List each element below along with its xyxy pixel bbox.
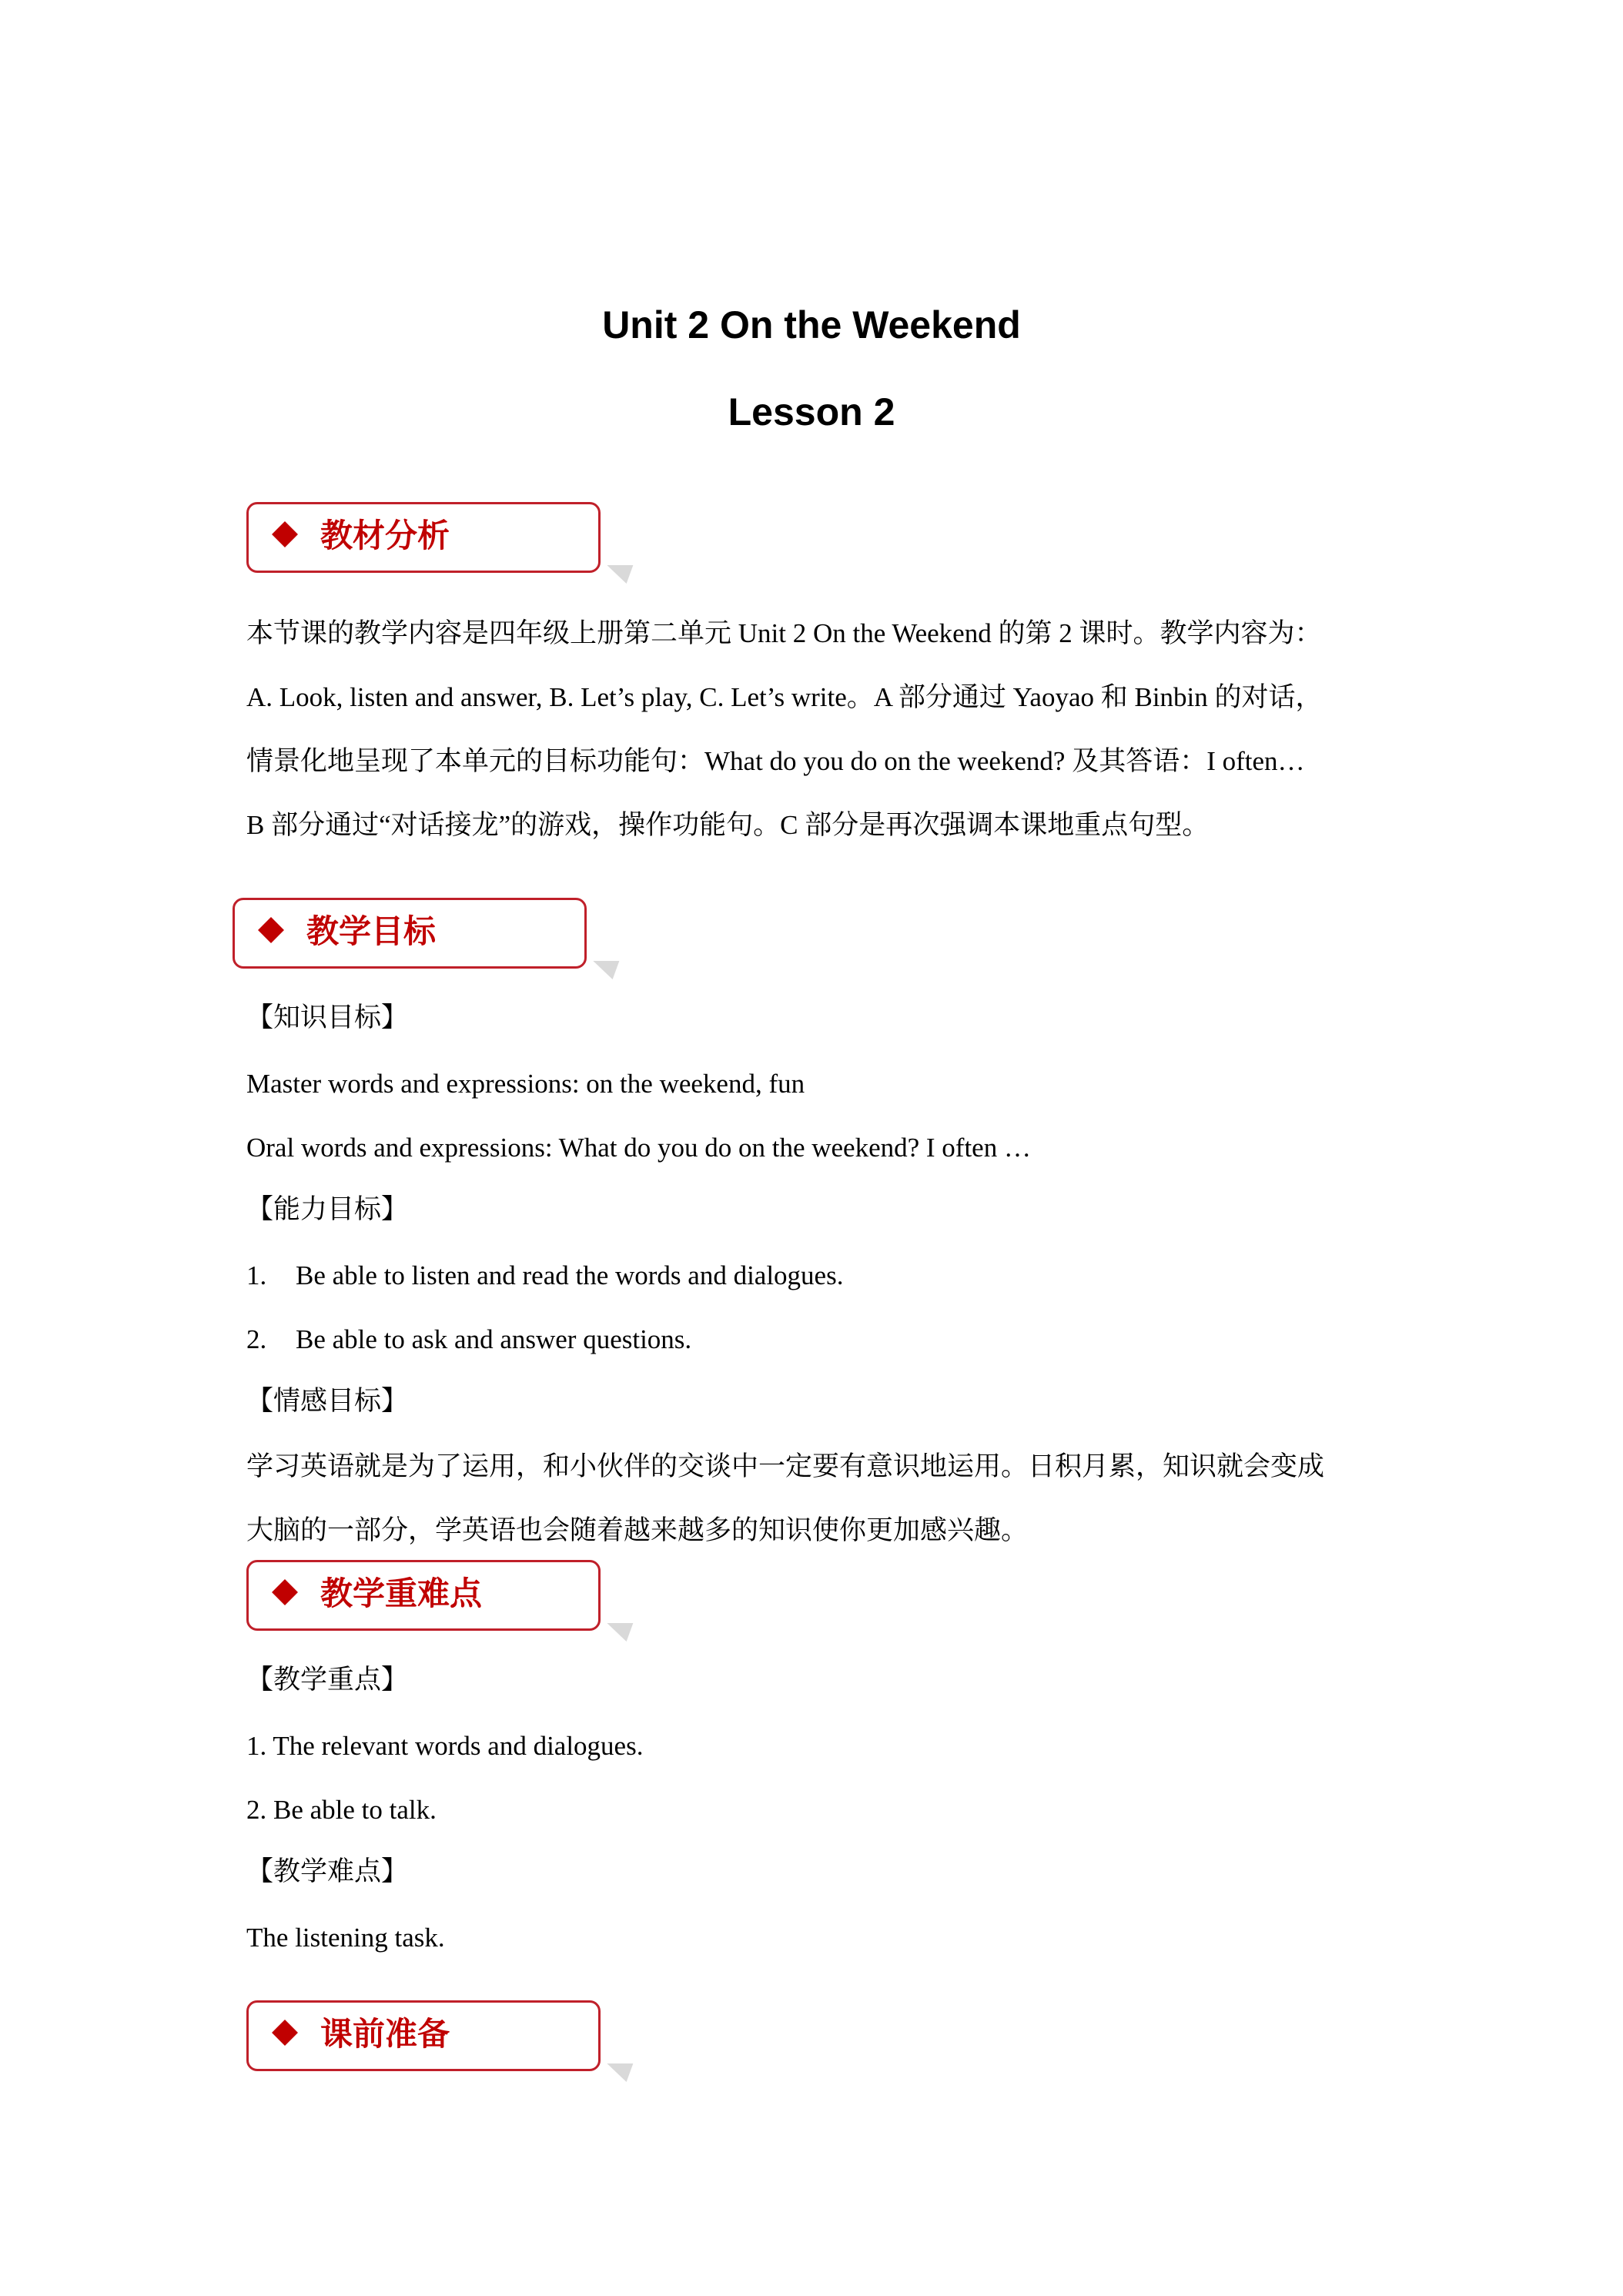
list-item-text: Be able to listen and read the words and dialogues. bbox=[296, 1260, 844, 1290]
emotion-objectives-label: 【情感目标】 bbox=[246, 1386, 409, 1416]
list-item bbox=[246, 1323, 691, 1357]
list-item-number: 2. bbox=[246, 1324, 267, 1354]
header-shadow bbox=[601, 565, 634, 584]
header-shadow bbox=[601, 1623, 634, 1642]
section-heading-analysis: 教材分析 bbox=[320, 517, 450, 554]
analysis-line: A. Look, listen and answer, B. Let’s play, C. Let’s write。A 部分通过 Yaoyao 和 Binbin 的对话， bbox=[246, 682, 1323, 712]
key-points-label: 【教学重点】 bbox=[246, 1665, 409, 1695]
document-title: Unit 2 On the Weekend bbox=[602, 303, 1021, 346]
section-header-analysis bbox=[246, 502, 604, 576]
list-item bbox=[246, 1259, 843, 1293]
key-point-line: 2. Be able to talk. bbox=[246, 1795, 437, 1825]
list-item-text: Be able to ask and answer questions. bbox=[296, 1324, 692, 1354]
list-item-number: 1. bbox=[246, 1260, 267, 1290]
emotion-line: 学习英语就是为了运用，和小伙伴的交谈中一定要有意识地运用。日积月累，知识就会变成 bbox=[246, 1451, 1325, 1481]
section-header-preparation bbox=[246, 2000, 604, 2074]
section-heading-key-points: 教学重难点 bbox=[320, 1575, 483, 1612]
lesson-title: Lesson 2 bbox=[728, 390, 895, 433]
ability-objectives-label: 【能力目标】 bbox=[246, 1194, 409, 1224]
emotion-line: 大脑的一部分，学英语也会随着越来越多的知识使你更加感兴趣。 bbox=[246, 1515, 1029, 1545]
key-point-line: 1. The relevant words and dialogues. bbox=[246, 1731, 644, 1761]
header-shadow bbox=[587, 961, 620, 979]
knowledge-line: Oral words and expressions: What do you do on the weekend? I often … bbox=[246, 1133, 1031, 1163]
section-header-objectives bbox=[233, 898, 590, 972]
analysis-line: B 部分通过“对话接龙”的游戏，操作功能句。C 部分是再次强调本课地重点句型。 bbox=[246, 810, 1210, 840]
analysis-line: 情景化地呈现了本单元的目标功能句：What do you do on the weekend? 及其答语：I often… bbox=[246, 746, 1305, 776]
knowledge-line: Master words and expressions: on the weekend, fun bbox=[246, 1069, 805, 1099]
section-heading-objectives: 教学目标 bbox=[306, 912, 437, 950]
analysis-line: 本节课的教学内容是四年级上册第二单元 Unit 2 On the Weekend 的第 2 课时。教学内容为： bbox=[246, 618, 1322, 648]
difficult-point-line: The listening task. bbox=[246, 1923, 445, 1953]
section-heading-preparation: 课前准备 bbox=[320, 2015, 450, 2053]
difficult-points-label: 【教学难点】 bbox=[246, 1856, 409, 1886]
knowledge-objectives-label: 【知识目标】 bbox=[246, 1002, 409, 1033]
header-shadow bbox=[601, 2063, 634, 2082]
section-header-key-points bbox=[246, 1560, 604, 1634]
